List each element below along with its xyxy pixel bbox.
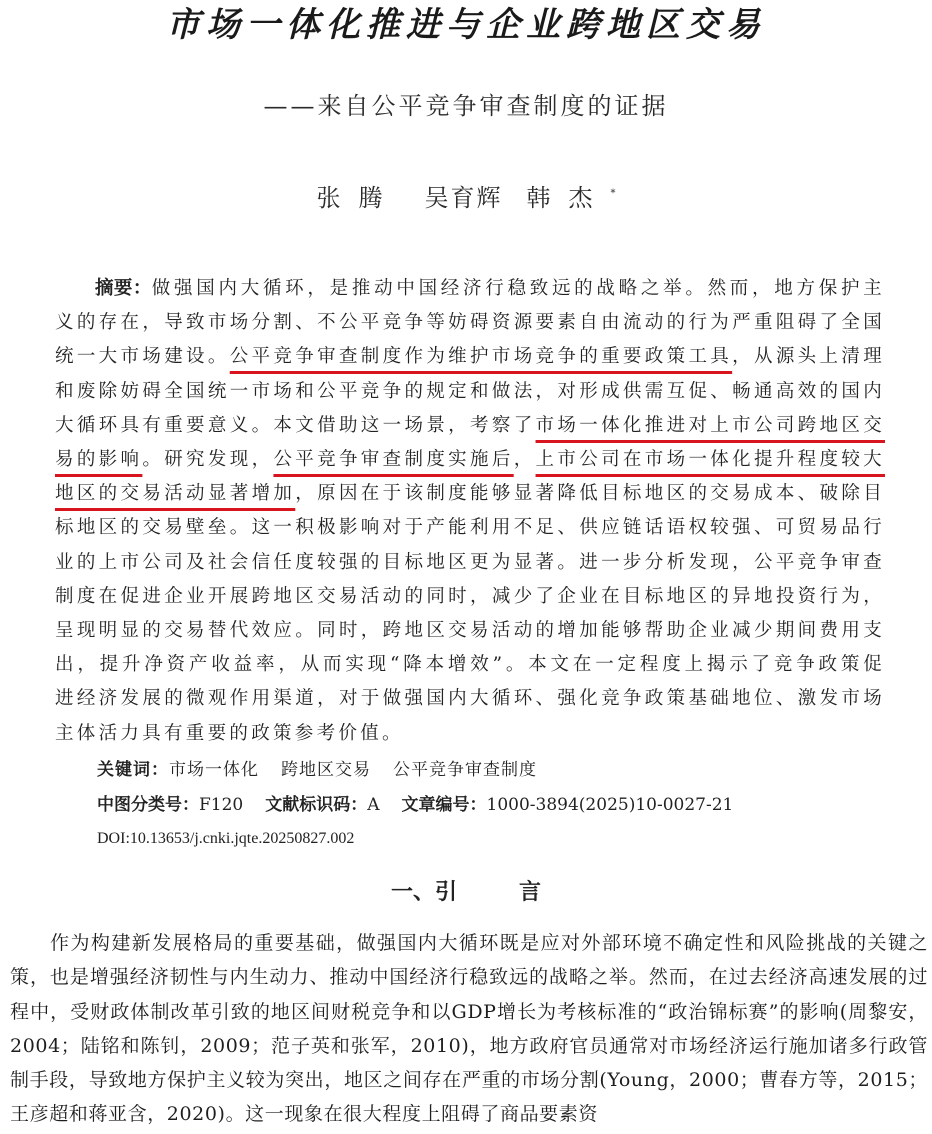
highlighted-text: 市场一体化推进对上市公司跨地区交易的影响: [55, 414, 885, 471]
keywords: [97, 756, 537, 784]
author-name: 吴育辉: [424, 184, 503, 212]
classification-line: [97, 791, 733, 819]
abstract-text: ，原因在于该制度能够显著降低目标地区的交易成本、破除目标地区的交易壁垒。这一积极影响对于产能利用不足、供应链话语权较强、可贸易品行业的上市公司及社会信任度较强的目标地区更为显著。进一步分析发现，公平竞争审查制度在促进企业开展跨地区交易活动的同时，减少了企业在目标地区的异地投资行为，呈现明显的交易替代效应。同时，跨地区交易活动的增加能够帮助企业减少期间费用支出，提升净资产收益率，从而实现“降本增效”。本文在一定程度上揭示了竞争政策促进经济发展的微观作用渠道，对于做强国内大循环、强化竞争政策基础地位、激发市场主体活力具有重要的政策参考价值。: [55, 483, 885, 744]
keywords-label: 关键词：: [97, 760, 169, 780]
clc-value: F120: [199, 795, 244, 815]
keyword: 跨地区交易: [281, 760, 371, 780]
paper-title: 市场一体化推进与企业跨地区交易: [166, 5, 766, 45]
abstract-text: 。研究发现，: [142, 449, 274, 471]
highlighted-text: 公平竞争审查制度实施后: [273, 449, 514, 471]
paper-subtitle: ——来自公平竞争审查制度的证据: [263, 92, 669, 120]
abstract-label: 摘要：: [95, 278, 152, 299]
article-no-label: 文章编号：: [401, 795, 487, 815]
doc-code-label: 文献标识码：: [265, 795, 368, 815]
highlighted-text: 公平竞争审查制度作为维护市场竞争的重要政策工具: [229, 346, 733, 368]
article-no-value: 1000-3894(2025)10-0027-21: [486, 795, 734, 815]
section-heading: [0, 876, 932, 910]
intro-paragraph: 作为构建新发展格局的重要基础，做强国内大循环既是应对外部环境不确定性和风险挑战的关键之策，也是增强经济韧性与内生动力、推动中国经济行稳致远的战略之举。然而，在过去经济高速发展的过程中，受财政体制改革引致的地区间财税竞争和以GDP增长为考核标准的“政治锦标赛”的影响(周黎安，2004；陆铭和陈钊，2009；范子英和张军，2010)，地方政府官员通常对市场经济运行施加诸多行政管制手段，导致地方保护主义较为突出，地区之间存在严重的市场分割(Young，2000；曹春方等，2015；王彦超和蒋亚含，2020)。这一现象在很大程度上阻碍了商品要素资: [10, 932, 928, 1126]
section-title: 言: [519, 880, 542, 905]
abstract-text: 做强国内大循环，是推动中国经济行稳致远的战略之举。然而，地方保护主义的存在，导致市场分割、不公平竞争等妨碍资源要素自由流动的行为严重阻碍了全国统一大市场建设。: [55, 278, 885, 368]
author-list: [0, 180, 932, 216]
keyword: 公平竞争审查制度: [393, 760, 537, 780]
abstract-text: ，从源头上清理和废除妨碍全国统一市场和公平竞争的规定和做法，对形成供需互促、畅通高效的国内大循环具有重要意义。本文借助这一场景，考察了: [55, 346, 885, 436]
abstract-text: ，: [513, 449, 536, 471]
author-footnote-mark: *: [610, 188, 616, 199]
abstract: [55, 272, 885, 751]
clc-label: 中图分类号：: [97, 795, 199, 815]
doc-code-value: A: [367, 795, 380, 815]
author-name: 韩杰: [526, 184, 611, 212]
section-number: 一、引: [390, 880, 457, 905]
doi: DOI:10.13653/j.cnki.jqte.20250827.002: [97, 830, 355, 847]
highlighted-text: 上市公司在市场一体化提升程度较大地区的交易活动显著增加: [55, 449, 885, 505]
author-name: 张腾: [316, 184, 401, 212]
keyword: 市场一体化: [169, 760, 259, 780]
